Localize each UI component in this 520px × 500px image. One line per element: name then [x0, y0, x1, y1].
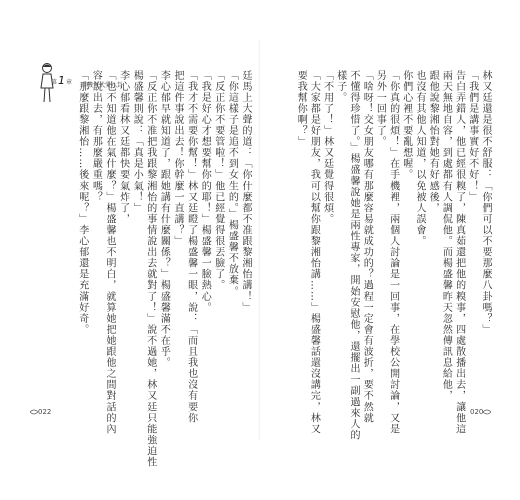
text-column: 李心郁早就知道了，跟她講有什麼關係？」楊盛馨滿不在乎。 — [158, 70, 170, 369]
text-column: 「你這樣子是追不到女生的。」楊盛馨不放棄。 — [226, 70, 238, 298]
text-column: 不懂得珍惜了。」楊盛馨說她是兩性專家，開始安慰他，還擺出一副過來人的 — [348, 70, 359, 441]
page-ornament-icon — [483, 409, 491, 415]
text-column: 李心郁看林又廷都快要氣炸了， — [117, 70, 129, 225]
text-column: 「我們是講事實好不好！」 — [466, 70, 478, 203]
text-column: 「反正你不要管啦！」他已經覺得很丟臉了。 — [212, 70, 224, 291]
text-column: 樣子。 — [334, 70, 346, 104]
text-column: 「那麼跟黎湘怡……後來呢？」李心郁還是充滿好奇。 — [76, 70, 88, 336]
page-number-right — [470, 408, 491, 416]
book-title: 手機世代愛八卦 — [81, 82, 124, 89]
text-column: 跟他說黎湘怡對她有好感後， — [427, 70, 439, 214]
text-column: 「也不知道他在氣什麼？」楊盛馨也不明白，就算她把她跟他之間對話的內 — [104, 70, 115, 435]
text-column: 另外一回事了。 — [374, 70, 386, 148]
page-number-text: 020 — [470, 408, 484, 416]
text-column: 也沒有其他人知道，以免被人誤會。 — [414, 70, 425, 247]
text-column: 「啥呀！交女朋友哪有那麼容易就成功的？過程一定會有波折，要不然就 — [361, 70, 373, 424]
text-column: 「我是好心才想要幫你的耶！」楊盛馨一臉熱心。 — [199, 70, 211, 314]
text-column: 廷馬上大聲的道：「你什麼都不准跟黎湘怡講！」 — [240, 70, 251, 314]
text-column: 告白弄錯人，他已經很糗了，陳真茹還把他的糗事，四處散播出去，讓他這 — [453, 70, 465, 435]
text-column: 楊盛馨則說：「真是小氣！」 — [131, 70, 143, 214]
text-column: 要我幫你啊？」 — [295, 70, 307, 148]
text-column: 兩天無地自容，到處都有人調侃他。而楊盛馨昨天忽然傳訊息給他， — [440, 70, 452, 402]
text-column: 「反正你不准把我跟黎湘怡的事情說出去就對了！」說不過她，林又廷只能強迫性 — [144, 70, 156, 468]
page-ornament-icon — [30, 409, 38, 415]
right-page — [260, 0, 520, 500]
text-column: 林又廷還是很不舒服：「你們可以不要那麼八卦嗎？」 — [480, 70, 491, 336]
page-number-text: 022 — [38, 408, 52, 416]
text-column: 你們心裡不要亂想喔。 — [400, 70, 412, 181]
text-column: 把這件事說出去！你幹麼一直講？」 — [172, 70, 183, 247]
chapter-label: 第1章 — [51, 74, 73, 87]
text-column: 「大家都是好朋友，我可以幫你跟黎湘怡講……」楊盛馨話還沒講完，林又 — [308, 70, 320, 435]
text-column: 「我才不需要你幫！」林又廷瞪了楊盛馨一眼，說：「而且我也沒有要你 — [185, 70, 197, 424]
text-column: 「不用了！」林又廷覺得很煩。 — [321, 70, 333, 225]
text-column: 「你真的很煩！」在手機裡，兩個人討論是一回事，在學校公開討論，又是 — [387, 70, 399, 435]
text-column: 容說出去，有那麼嚴重嗎？ — [90, 70, 102, 203]
page-number-left — [30, 408, 51, 416]
